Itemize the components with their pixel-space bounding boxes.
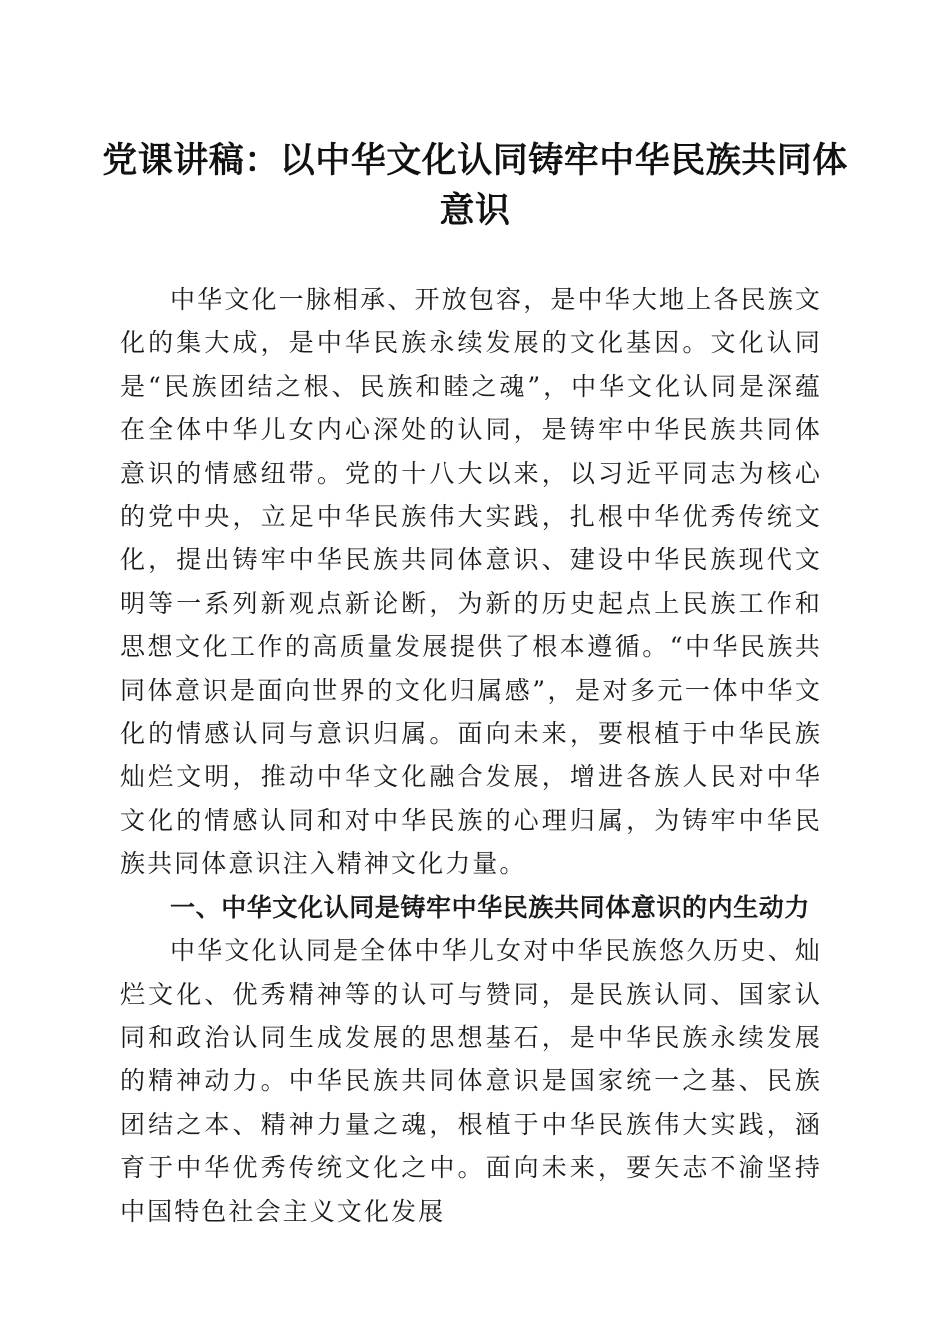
document-body xyxy=(120,278,822,1233)
intro-paragraph: 中华文化一脉相承、开放包容，是中华大地上各民族文化的集大成，是中华民族永续发展的文化基因。文化认同是“民族团结之根、民族和睦之魂”，中华文化认同是深蕴在全体中华儿女内心深处的认同，是铸牢中华民族共同体意识的情感纽带。党的十八大以来，以习近平同志为核心的党中央，立足中华民族伟大实践，扎根中华优秀传统文化，提出铸牢中华民族共同体意识、建设中华民族现代文明等一系列新观点新论断，为新的历史起点上民族工作和思想文化工作的高质量发展提供了根本遵循。“中华民族共同体意识是面向世界的文化归属感”，是对多元一体中华文化的情感认同与意识归属。面向未来，要根植于中华民族灿烂文明，推动中华文化融合发展，增进各族人民对中华文化的情感认同和对中华民族的心理归属，为铸牢中华民族共同体意识注入精神文化力量。 xyxy=(120,285,822,879)
document-title: 党课讲稿：以中华文化认同铸牢中华民族共同体意识 xyxy=(102,141,848,231)
section-paragraph: 中华文化认同是全体中华儿女对中华民族悠久历史、灿烂文化、优秀精神等的认可与赞同，是民族认同、国家认同和政治认同生成发展的思想基石，是中华民族永续发展的精神动力。中华民族共同体意识是国家统一之基、民族团结之本、精神力量之魂，根植于中华民族伟大实践，涵育于中华优秀传统文化之中。面向未来，要矢志不渝坚持中国特色社会主义文化发展 xyxy=(120,936,822,1226)
section-heading: 一、中华文化认同是铸牢中华民族共同体意识的内生动力 xyxy=(170,892,811,922)
